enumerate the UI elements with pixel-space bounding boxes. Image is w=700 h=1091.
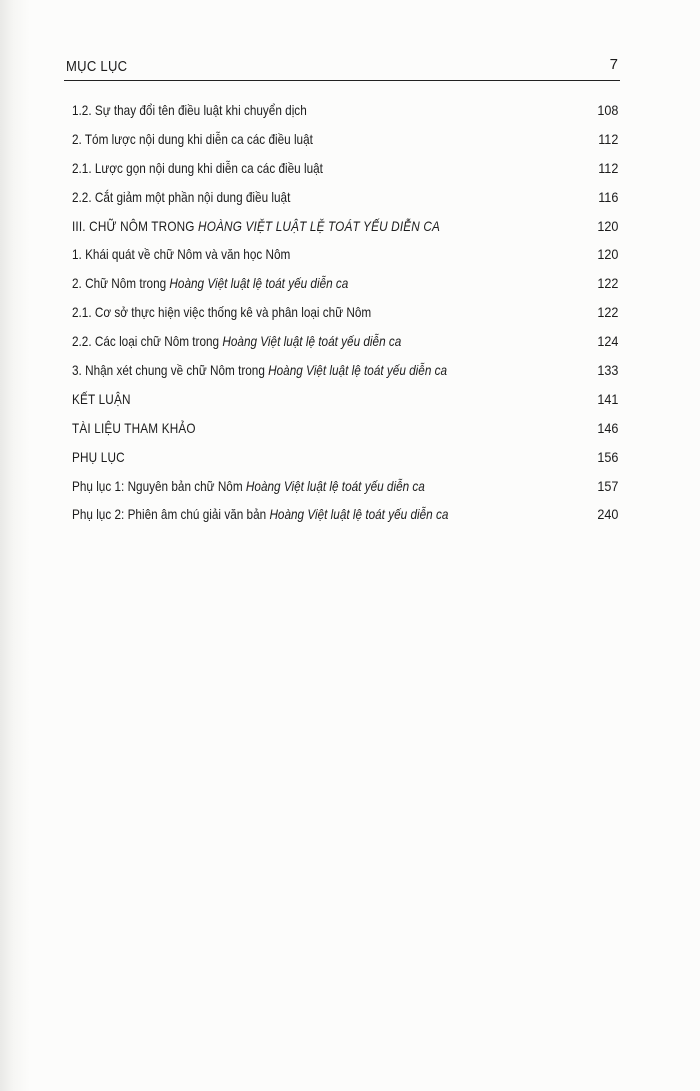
- toc-entry-label: 2.2. Các loại chữ Nôm trong Hoàng Việt luật lệ toát yếu diễn ca: [72, 333, 402, 350]
- table-of-contents: [72, 96, 620, 529]
- page-number: 7: [609, 56, 618, 73]
- toc-entry-page: 112: [597, 159, 618, 176]
- toc-entry[interactable]: [72, 356, 620, 385]
- toc-entry-page: 108: [596, 102, 618, 118]
- section-title: MỤC LỤC: [66, 59, 128, 75]
- page-header: [66, 58, 620, 80]
- toc-entry[interactable]: [72, 472, 620, 501]
- toc-entry-label: 2.2. Cắt giảm một phần nội dung điều luật: [72, 188, 291, 205]
- toc-entry-label: PHỤ LỤC: [72, 448, 125, 465]
- toc-entry[interactable]: [72, 443, 620, 472]
- toc-entry-page: 157: [596, 477, 618, 494]
- header-rule: [64, 80, 620, 81]
- toc-entry[interactable]: [72, 212, 620, 241]
- toc-entry-label: KẾT LUẬN: [72, 390, 131, 407]
- toc-entry-label: 1. Khái quát về chữ Nôm và văn học Nôm: [72, 246, 291, 263]
- toc-entry-label: 2.1. Cơ sở thực hiện việc thống kê và phân loại chữ Nôm: [72, 304, 372, 321]
- toc-entry[interactable]: [72, 96, 620, 125]
- toc-entry-page: 120: [596, 217, 618, 234]
- toc-entry-label: 3. Nhận xét chung về chữ Nôm trong Hoàng Việt luật lệ toát yếu diễn ca: [72, 362, 448, 379]
- toc-entry-page: 141: [596, 390, 618, 407]
- toc-entry-page: 122: [596, 275, 618, 292]
- toc-entry-label: III. CHỮ NÔM TRONG HOÀNG VIỆT LUẬT LỆ TOÁT YẾU DIỄN CA: [72, 217, 441, 234]
- toc-entry-page: 112: [597, 130, 618, 147]
- toc-entry-label: 2. Chữ Nôm trong Hoàng Việt luật lệ toát yếu diễn ca: [72, 275, 349, 292]
- toc-entry[interactable]: [72, 269, 620, 298]
- toc-entry[interactable]: [72, 154, 620, 183]
- toc-entry[interactable]: [72, 183, 620, 212]
- toc-entry-page: 240: [596, 506, 618, 523]
- toc-entry-page: 133: [596, 362, 618, 379]
- toc-entry[interactable]: [72, 327, 620, 356]
- toc-entry[interactable]: [72, 414, 620, 443]
- toc-entry-label: Phụ lục 1: Nguyên bản chữ Nôm Hoàng Việt luật lệ toát yếu diễn ca: [72, 477, 425, 494]
- toc-entry[interactable]: [72, 298, 620, 327]
- toc-entry[interactable]: [72, 385, 620, 414]
- toc-entry-label: Phụ lục 2: Phiên âm chú giải văn bản Hoàng Việt luật lệ toát yếu diễn ca: [72, 506, 449, 523]
- toc-entry-label: 2. Tóm lược nội dung khi diễn ca các điều luật: [72, 130, 313, 147]
- toc-entry[interactable]: [72, 500, 620, 529]
- toc-entry-page: 122: [596, 304, 618, 321]
- toc-entry-page: 124: [596, 333, 618, 350]
- toc-entry[interactable]: [72, 240, 620, 269]
- toc-entry-page: 120: [596, 246, 618, 263]
- toc-entry-label: 2.1. Lược gọn nội dung khi diễn ca các điều luật: [72, 159, 323, 176]
- toc-entry-page: 146: [596, 419, 618, 436]
- toc-entry-page: 156: [596, 448, 618, 465]
- toc-entry[interactable]: [72, 125, 620, 154]
- toc-entry-page: 116: [597, 188, 618, 205]
- toc-entry-label: TÀI LIỆU THAM KHẢO: [72, 419, 196, 436]
- toc-entry-label: 1.2. Sự thay đổi tên điều luật khi chuyển dịch: [72, 102, 307, 118]
